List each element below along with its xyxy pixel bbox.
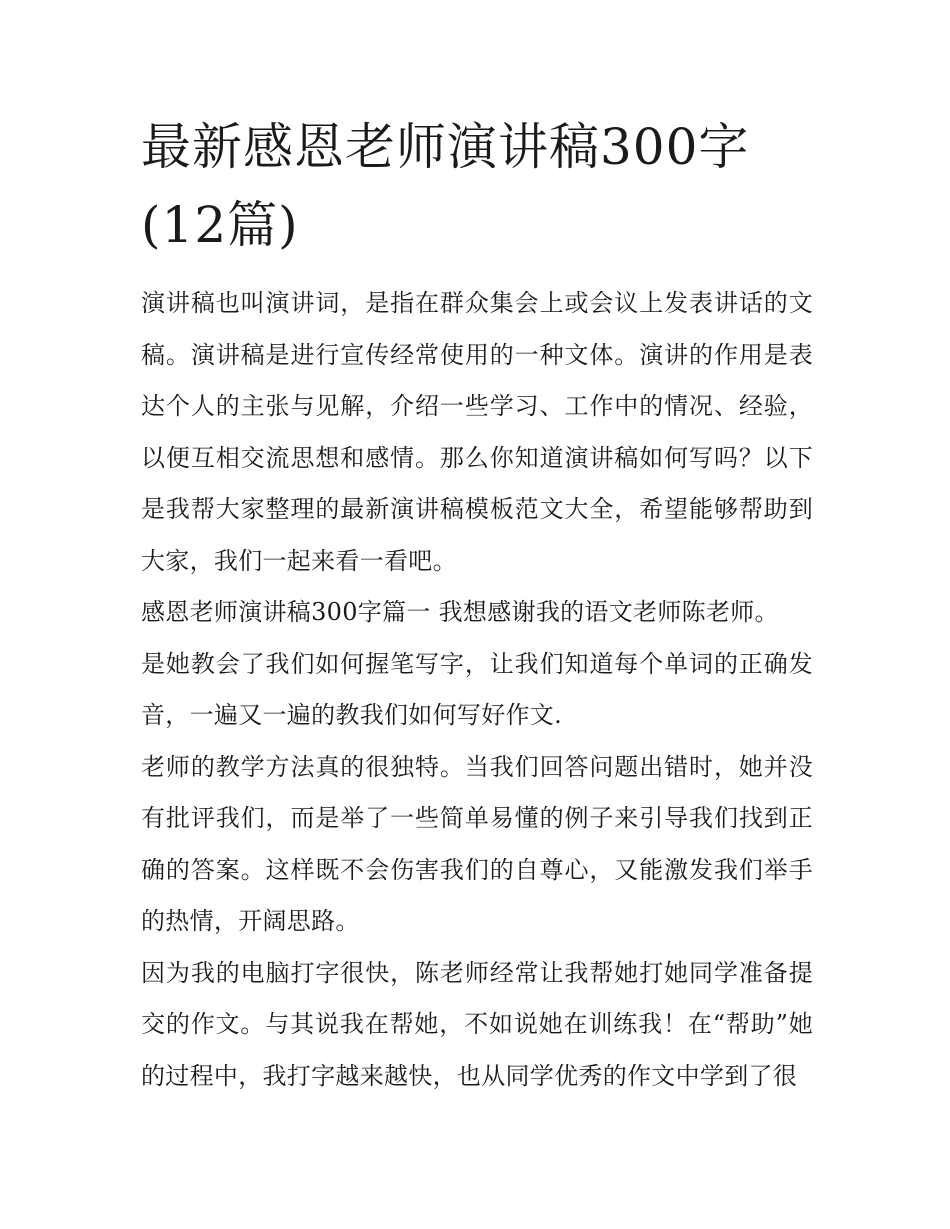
intro-paragraph: 演讲稿也叫演讲词，是指在群众集会上或会议上发表讲话的文稿。演讲稿是进行宣传经常使用的一种文体。演讲的作用是表达个人的主张与见解，介绍一些学习、工作中的情况、经验，以便互相交流思想和感情。那么你知道演讲稿如何写吗？以下是我帮大家整理的最新演讲稿模板范文大全，希望能够帮助到大家，我们一起来看一看吧。 — [141, 289, 813, 575]
document-title: 最新感恩老师演讲稿300字(12篇) — [141, 118, 750, 254]
body-paragraph: 因为我的电脑打字很快，陈老师经常让我帮她打她同学准备提交的作文。与其说我在帮她，不如说她在训练我！在“帮助”她的过程中，我打字越来越快，也从同学优秀的作文中学到了很 — [141, 958, 813, 1090]
document-body — [141, 108, 813, 1102]
body-paragraph: 是她教会了我们如何握笔写字，让我们知道每个单词的正确发音，一遍又一遍的教我们如何写好作文. — [141, 649, 813, 729]
body-paragraph: 老师的教学方法真的很独特。当我们回答问题出错时，她并没有批评我们，而是举了一些简单易懂的例子来引导我们找到正确的答案。这样既不会伤害我们的自尊心，又能激发我们举手的热情，开阔思路。 — [141, 752, 813, 935]
section-heading-paragraph: 感恩老师演讲稿300字篇一 我想感谢我的语文老师陈老师。 — [141, 598, 779, 626]
